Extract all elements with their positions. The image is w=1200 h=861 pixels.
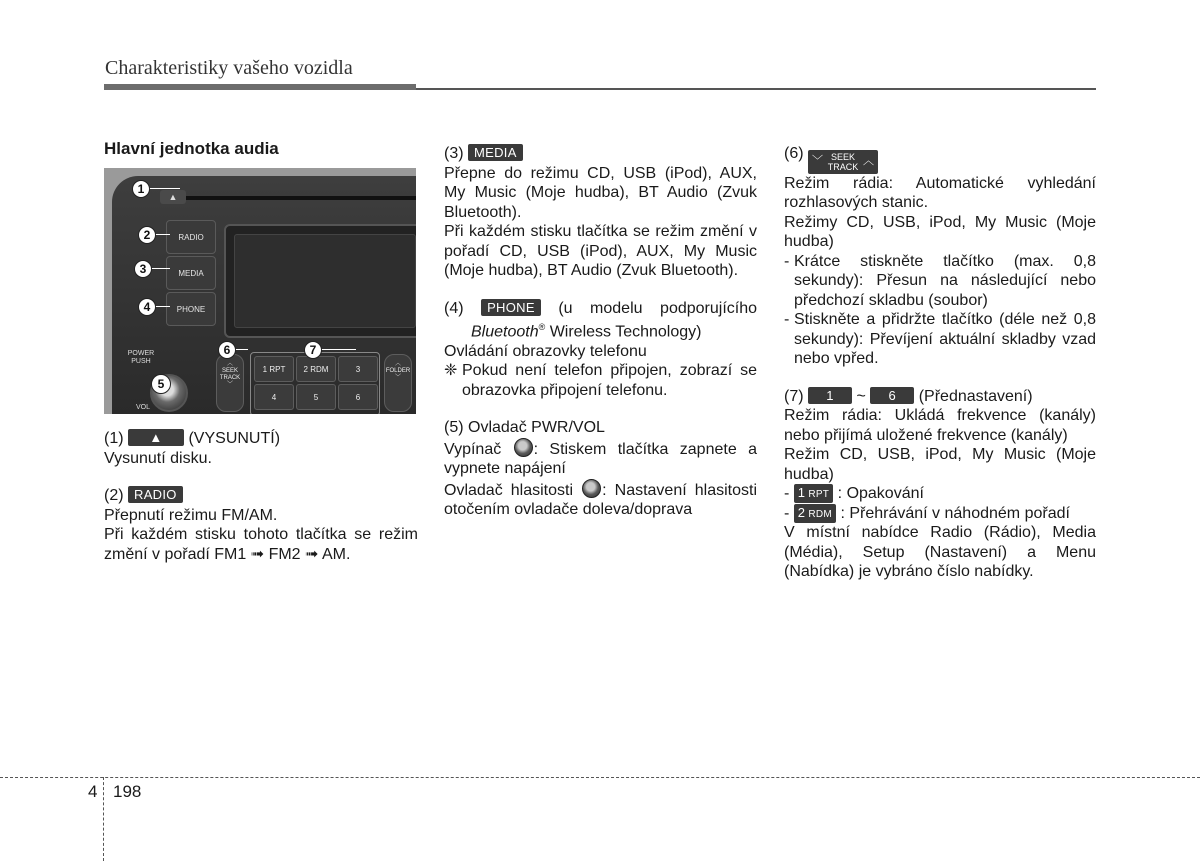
item-4-line-2 <box>444 318 757 342</box>
callout-3: 3 <box>134 260 152 278</box>
preset-6-illustration: 6 <box>338 384 378 410</box>
power-push-label: POWER PUSH <box>127 350 155 365</box>
item-5-switch-label: Vypínač <box>444 440 502 458</box>
preset-3-illustration: 3 <box>338 356 378 382</box>
seek-track-button-illustration: ︿ SEEK TRACK ﹀ <box>216 354 244 412</box>
item-7-para-1: Režim rádia: Ukládá frekvence (kanály) nebo přijímá uložené frekvence (kanály) <box>784 407 1096 444</box>
section-heading: Hlavní jednotka audia <box>104 139 279 158</box>
knob-icon <box>582 479 601 498</box>
item-5-para-1 <box>444 438 757 479</box>
item-7-rdm-line: - 2 RDM : Přehrávání v náhodném pořadí <box>784 504 1070 522</box>
folder-button-illustration: ︿ FOLDER ﹀ <box>384 354 412 412</box>
item-1-label: (VYSUNUTÍ) <box>188 430 281 447</box>
item-3-para-2: Při každém stisku tlačítka se režim změní v pořadí CD, USB (iPod), AUX, My Music (Moje hudba), BT Audio (Zvuk Bluetooth). <box>444 223 757 279</box>
item-4-para-1: Ovládání obrazovky telefonu <box>444 342 647 360</box>
callout-1: 1 <box>132 180 150 198</box>
radio-button-illustration: RADIO <box>166 220 216 254</box>
item-6-list-item-1: - Krátce stiskněte tlačítko (max. 0,8 sekundy): Přesun na následující nebo předchozí skladbu (soubor) <box>784 252 1096 309</box>
footer-vertical-divider <box>103 777 104 861</box>
item-3-number: (3) <box>444 145 464 162</box>
item-6-list-item-2: - Stiskněte a přidržte tlačítko (déle než 0,8 sekundy): Převíjení aktuální skladby vzad nebo vpřed. <box>784 311 1096 368</box>
item-7-label: (Přednastavení) <box>918 387 1033 405</box>
preset-6-badge: 6 <box>870 387 914 404</box>
item-4-text-end: Wireless Technology) <box>545 323 702 341</box>
item-1-line <box>104 429 418 449</box>
item-5-para-2 <box>444 479 757 520</box>
item-6-line <box>784 144 1096 174</box>
cd-slot <box>172 196 416 200</box>
item-4-number: (4) <box>444 299 464 317</box>
header-rule <box>104 84 416 90</box>
callout-5: 5 <box>151 374 171 394</box>
preset-5-illustration: 5 <box>296 384 336 410</box>
tilde: ~ <box>856 387 866 405</box>
item-5-volume-label: Ovladač hlasitosti <box>444 481 574 499</box>
phone-button-illustration: PHONE <box>166 292 216 326</box>
chapter-number: 4 <box>88 782 98 801</box>
chevron-down-icon: ﹀ <box>812 155 824 167</box>
item-5-volume-desc: : Nastavení hlasitosti otočením ovladače doleva/doprava <box>444 481 757 519</box>
registered-mark: ® <box>538 322 546 332</box>
item-3-para-1: Přepne do režimu CD, USB (iPod), AUX, My Music (Moje hudba), BT Audio (Zvuk Bluetooth). <box>444 164 757 221</box>
rpt-desc: : Opakování <box>837 485 924 503</box>
knob-icon <box>514 438 533 457</box>
chevron-up-icon: ︿ <box>863 155 874 167</box>
bluetooth-text: Bluetooth <box>471 323 539 341</box>
seek-track-label: SEEK TRACK <box>827 151 859 172</box>
preset-4-illustration: 4 <box>254 384 294 410</box>
callout-6: 6 <box>218 341 236 359</box>
callout-2: 2 <box>138 226 156 244</box>
rdm-desc: : Přehrávání v náhodném pořadí <box>840 504 1070 522</box>
page-number: 198 <box>113 782 142 801</box>
item-2-desc-2: Při každém stisku tohoto tlačítka se režim změní v pořadí FM1 ➟ FM2 ➟ AM. <box>104 526 418 563</box>
item-2-desc-1: Přepnutí režimu FM/AM. <box>104 506 278 524</box>
eject-button-illustration: ▲ <box>160 190 186 204</box>
item-4-note-text: Pokud není telefon připojen, zobrazí se obrazovka připojení telefonu. <box>462 362 757 399</box>
item-7-number: (7) <box>784 387 804 405</box>
item-1-number: (1) <box>104 430 124 447</box>
item-6-number: (6) <box>784 145 804 162</box>
item-6-para-1: Režim rádia: Automatické vyhledání rozhlasových stanic. <box>784 174 1096 212</box>
item-3-line <box>444 144 757 164</box>
item-4-text: (u modelu podporujícího <box>558 299 757 317</box>
eject-icon: ▲ <box>128 429 184 446</box>
rdm-badge: 2 RDM <box>794 504 836 523</box>
preset-1-illustration: 1 RPT <box>254 356 294 382</box>
item-2-number: (2) <box>104 487 124 504</box>
column-2 <box>444 144 757 520</box>
phone-badge: PHONE <box>481 299 541 316</box>
audio-unit-illustration <box>104 168 416 414</box>
preset-1-badge: 1 <box>808 387 852 404</box>
item-2-line <box>104 486 418 506</box>
item-7-rpt-line: - 1 RPT : Opakování <box>784 485 924 503</box>
item-6-para-2: Režimy CD, USB, iPod, My Music (Moje hudba) <box>784 213 1096 251</box>
rpt-badge: 1 RPT <box>794 484 833 503</box>
item-5-title: (5) Ovladač PWR/VOL <box>444 419 605 437</box>
callout-4: 4 <box>138 298 156 316</box>
item-4-line <box>444 299 757 319</box>
item-5-switch-desc: : Stiskem tlačítka zapnete a vypnete napájení <box>444 440 757 478</box>
media-button-illustration: MEDIA <box>166 256 216 290</box>
item-7-para-2: Režim CD, USB, iPod, My Music (Moje hudba) <box>784 446 1096 483</box>
preset-2-illustration: 2 RDM <box>296 356 336 382</box>
callout-7: 7 <box>304 341 322 359</box>
display-screen <box>224 224 416 338</box>
media-badge: MEDIA <box>468 144 523 161</box>
item-4-note <box>444 361 757 400</box>
item-7-para-3: V místní nabídce Radio (Rádio), Media (Média), Setup (Nastavení) a Menu (Nabídka) je vybráno číslo nabídky. <box>784 524 1096 581</box>
footer-divider <box>0 777 1200 778</box>
header-rule-thin <box>416 88 1096 90</box>
vol-label: VOL <box>135 404 150 411</box>
seek-track-badge <box>808 150 878 174</box>
item-1-desc: Vysunutí disku. <box>104 449 212 467</box>
item-7-line <box>784 387 1096 407</box>
column-3 <box>784 144 1096 582</box>
page-header-title: Charakteristiky vašeho vozidla <box>105 57 353 79</box>
column-1-text <box>104 429 418 564</box>
radio-badge: RADIO <box>128 486 183 503</box>
note-mark: ❈ <box>444 362 458 380</box>
